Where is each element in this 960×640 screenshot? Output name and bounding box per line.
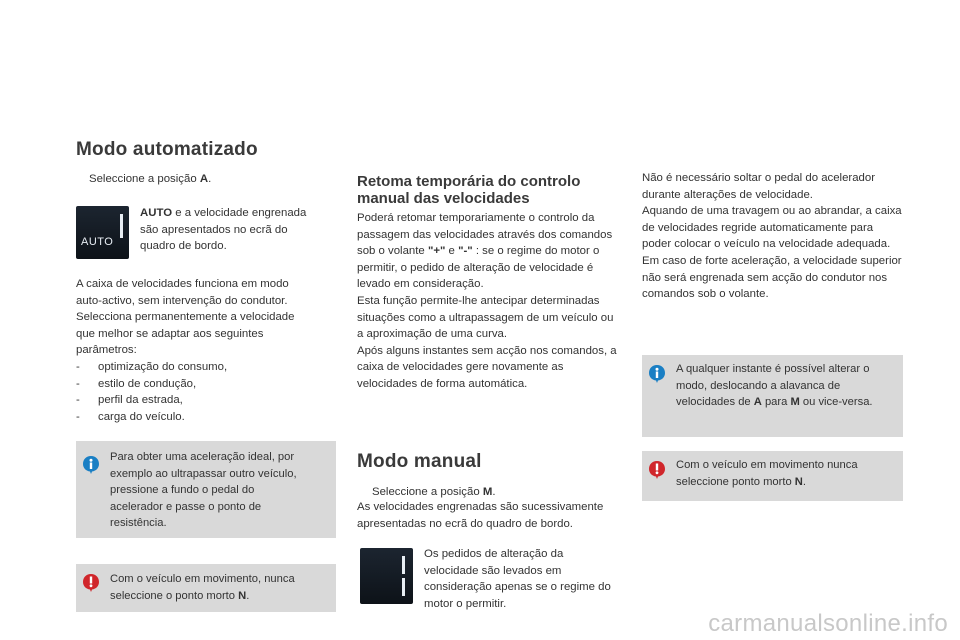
right-paragraph: Não é necessário soltar o pedal do acelerador durante alterações de velocidade. Aquando de uma travagem ou ao abrandar, a caixa de velocidades regride automaticamente para poder colocar o veículo na velocidade adequada. Em caso de forte aceleração, a velocidade superior não será engrenada sem acção do condutor nos comandos sob o volante. [642, 172, 902, 301]
watermark: carmanualsonline.info [708, 610, 948, 637]
section-title-manual-override: Retoma temporária do controlo manual das velocidades [357, 173, 581, 207]
step-select-a: Seleccione a posição A. [89, 173, 212, 185]
info-box-mode-change [642, 355, 903, 437]
manual-description: As velocidades engrenadas são sucessivamente apresentadas no ecrã do quadro de bordo. [357, 501, 604, 530]
list-item: - optimização do consumo, [76, 359, 326, 376]
section-title-manual: Modo manual [357, 451, 482, 472]
manual-display-bar-top [402, 556, 405, 574]
list-item: - perfil da estrada, [76, 392, 326, 409]
auto-display-bar [120, 214, 123, 238]
auto-paragraph: A caixa de velocidades funciona em modo auto-activo, sem intervenção do condutor. Selecciona permanentemente a velocidade que melhor se adaptar aos seguintes parâmetros: - optimização do consumo, - estilo de condução, - perfil da estrada, - carga do veículo. [76, 276, 326, 425]
info-text-mode-change: A qualquer instante é possível alterar o modo, deslocando a alavanca de velocidades de A para M ou vice-versa. [676, 363, 873, 409]
info-box-acceleration [76, 441, 336, 538]
info-icon [82, 455, 100, 475]
list-item: - estilo de condução, [76, 376, 326, 393]
parameters-list [76, 359, 326, 425]
list-item: - carga do veículo. [76, 409, 326, 426]
info-text-acceleration: Para obter uma aceleração ideal, por exemplo ao ultrapassar outro veículo, pressione a fundo o pedal do acelerador e passe o ponto de resistência. [110, 451, 297, 530]
manual-step: Seleccione a posição M. [372, 486, 496, 498]
manual-display-image [360, 548, 413, 604]
manual-override-paragraph: Poderá retomar temporariamente o controlo da passagem das velocidades através dos comandos sob o volante "+" e "-" : se o regime do motor o permitir, o pedido de alteração de velocidade é levado em consideração. Esta função permite-lhe antecipar determinadas situações como a ultrapassagem de um veículo ou a aproximação de uma curva. Após alguns instantes sem acção nos comandos, a caixa de velocidades gere novamente as velocidades de forma automática. [357, 212, 617, 390]
warning-text-neutral: Com o veículo em movimento, nunca seleccione o ponto morto N. [110, 573, 295, 602]
manual-display-text: Os pedidos de alteração da velocidade são levados em consideração apenas se o regime do motor o permitir. [424, 548, 611, 610]
auto-display-image [76, 206, 129, 259]
info-icon [648, 364, 666, 384]
warning-icon [648, 460, 666, 480]
warning-icon [82, 573, 100, 593]
auto-display-label: AUTO [81, 236, 114, 248]
page-title: Modo automatizado [76, 139, 258, 160]
warning-box-neutral-right [642, 451, 903, 501]
warning-text-neutral-right: Com o veículo em movimento nunca seleccione ponto morto N. [676, 459, 858, 488]
manual-display-bar-bottom [402, 578, 405, 596]
auto-description: AUTO e a velocidade engrenada são apresentados no ecrã do quadro de bordo. [140, 207, 307, 253]
warning-box-neutral [76, 564, 336, 612]
